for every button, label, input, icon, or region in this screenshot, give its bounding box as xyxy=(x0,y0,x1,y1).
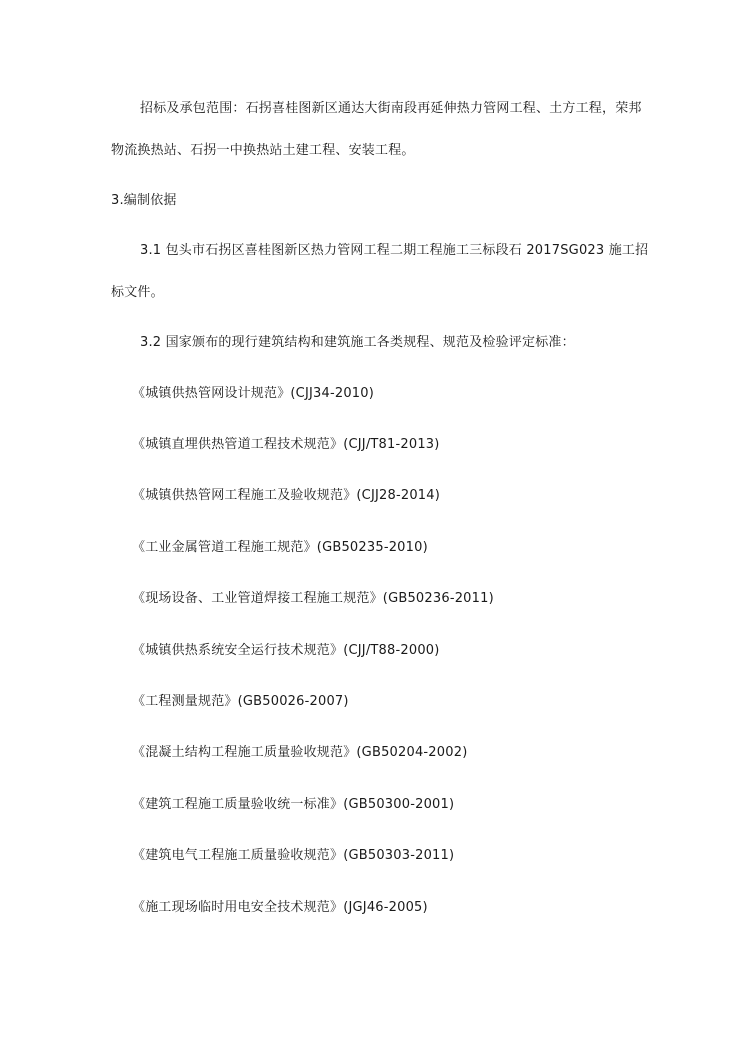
item-3-1-line-1: 3.1 包头市石拐区喜桂图新区热力管网工程二期工程施工三标段石 2017SG023 施工招 xyxy=(140,243,649,258)
standard-item: 《建筑电气工程施工质量验收规范》(GB50303-2011) xyxy=(132,848,455,863)
standard-item: 《施工现场临时用电安全技术规范》(JGJ46-2005) xyxy=(132,900,428,915)
item-3-2: 3.2 国家颁布的现行建筑结构和建筑施工各类规程、规范及检验评定标准： xyxy=(140,335,575,350)
item-3-1-line-2: 标文件。 xyxy=(111,285,164,300)
standard-item: 《现场设备、工业管道焊接工程施工规范》(GB50236-2011) xyxy=(132,591,494,606)
standard-item: 《工程测量规范》(GB50026-2007) xyxy=(132,694,349,709)
standard-item: 《工业金属管道工程施工规范》(GB50235-2010) xyxy=(132,540,428,555)
scope-paragraph-line-2: 物流换热站、石拐一中换热站土建工程、安装工程。 xyxy=(111,143,415,158)
standard-item: 《城镇直埋供热管道工程技术规范》(CJJ/T81-2013) xyxy=(132,437,440,452)
standard-item: 《混凝土结构工程施工质量验收规范》(GB50204-2002) xyxy=(132,745,468,760)
scope-paragraph-line-1: 招标及承包范围：石拐喜桂图新区通达大街南段再延伸热力管网工程、土方工程，荣邦 xyxy=(140,101,642,116)
standard-item: 《建筑工程施工质量验收统一标准》(GB50300-2001) xyxy=(132,797,455,812)
standard-item: 《城镇供热管网设计规范》(CJJ34-2010) xyxy=(132,386,375,401)
standard-item: 《城镇供热管网工程施工及验收规范》(CJJ28-2014) xyxy=(132,488,441,503)
standard-item: 《城镇供热系统安全运行技术规范》(CJJ/T88-2000) xyxy=(132,643,440,658)
section-heading: 3.编制依据 xyxy=(111,193,177,208)
